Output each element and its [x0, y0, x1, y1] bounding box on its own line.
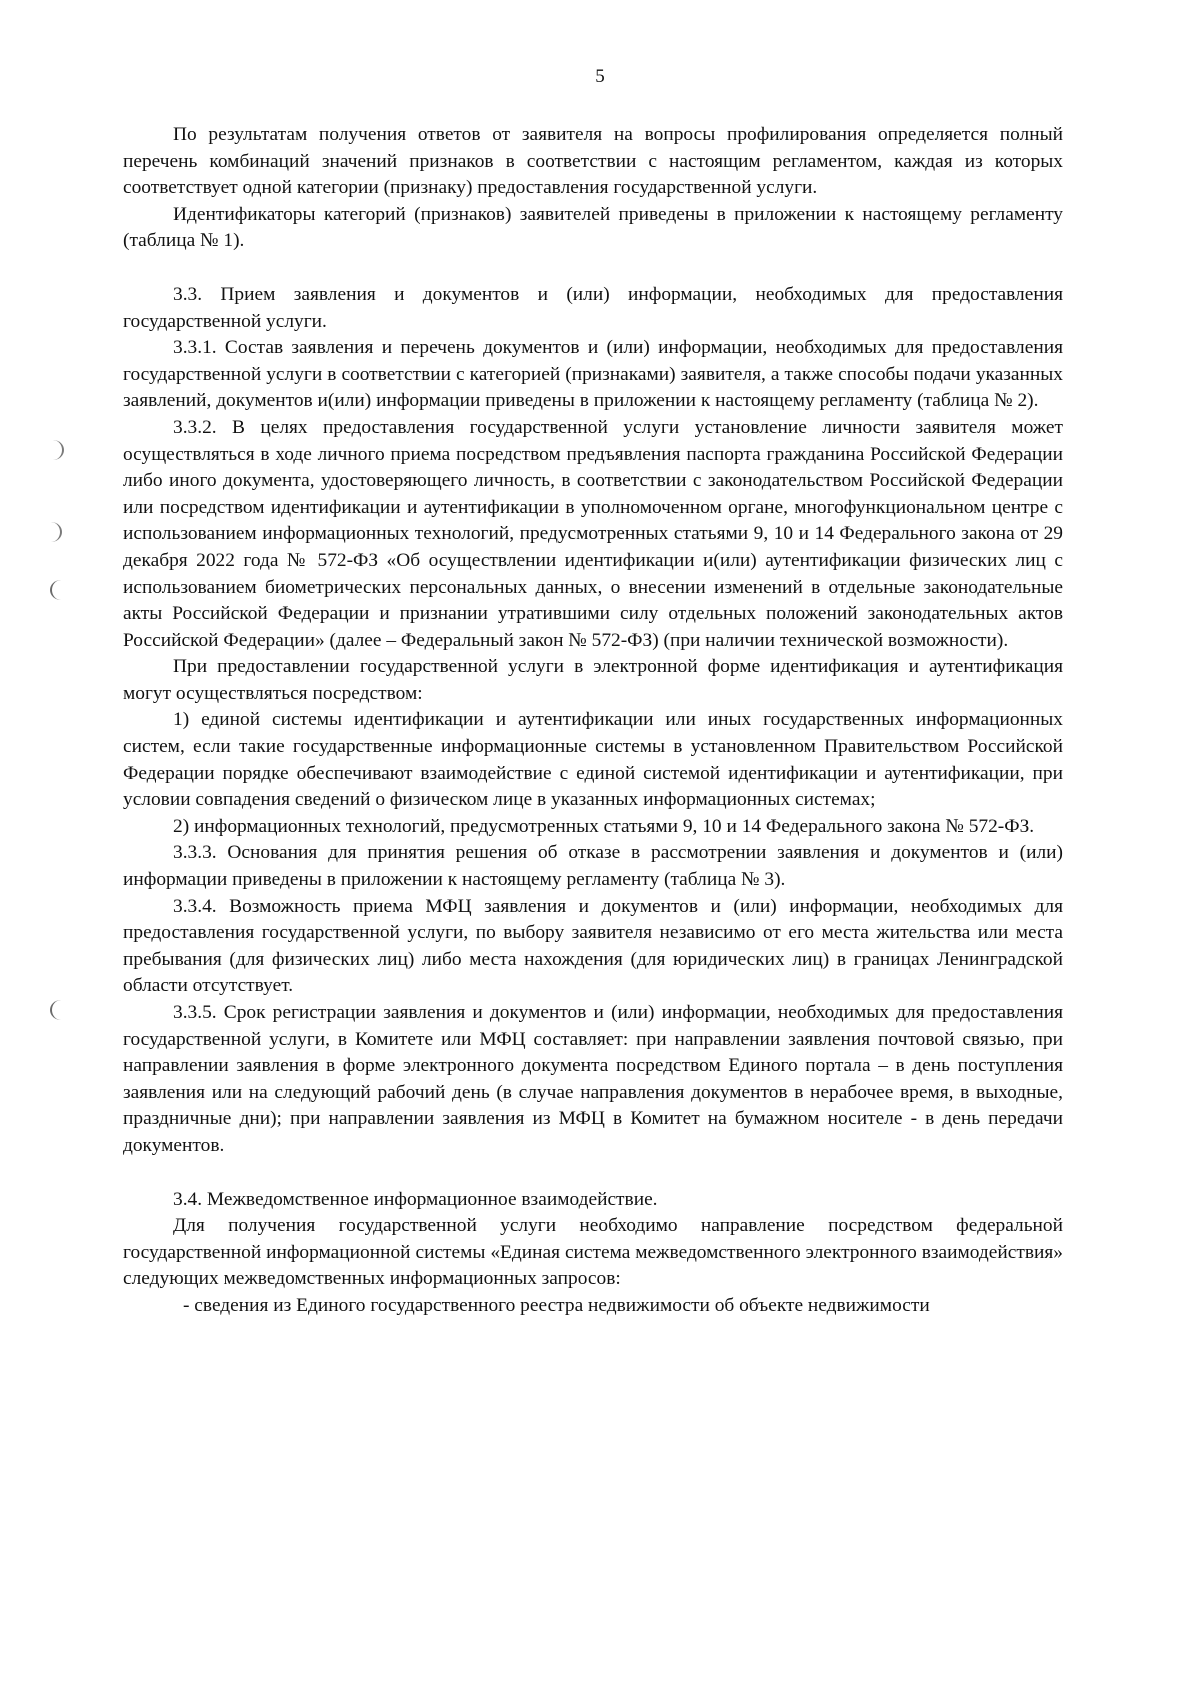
- paragraph-3-3-2: 3.3.2. В целях предоставления государственной услуги установление личности заявителя может осуществляться в ходе личного приема посредством предъявления паспорта гражданина Российской Федерации либо иного документа, удостоверяющего личность, в соответствии с законодательством Российской Федерации или посредством идентификации и аутентификации в уполномоченном органе, многофункциональном центре с использованием информационных технологий, предусмотренных статьями 9, 10 и 14 Федерального закона от 29 декабря 2022 года № 572-ФЗ «Об осуществлении идентификации и(или) аутентификации физических лиц с использованием биометрических персональных данных, о внесении изменений в отдельные законодательные акты Российской Федерации и признании утратившими силу отдельных положений законодательных актов Российской Федерации» (далее – Федеральный закон № 572-ФЗ) (при наличии технической возможности).: [123, 416, 1063, 651]
- list-item-egrn: - сведения из Единого государственного реестра недвижимости об объекте недвижимости: [183, 1294, 930, 1316]
- section-heading-3-3: 3.3. Прием заявления и документов и (или) информации, необходимых для предоставления государственной услуги.: [123, 283, 1063, 332]
- list-item-1: 1) единой системы идентификации и аутентификации или иных государственных информационных систем, если такие государственные информационные системы в установленном Правительством Российской Федерации порядке обеспечивают взаимодействие с единой системой идентификации и аутентификации, при условии совпадения сведений о физическом лице в указанных информационных системах;: [123, 709, 1063, 811]
- scan-hole-mark: [40, 522, 62, 542]
- paragraph-electronic-identification: При предоставлении государственной услуги в электронной форме идентификация и аутентификация могут осуществляться посредством:: [123, 656, 1063, 704]
- section-heading-3-4: 3.4. Межведомственное информационное взаимодействие.: [173, 1188, 658, 1210]
- document-body: [123, 122, 1063, 1320]
- paragraph-category-identifiers: Идентификаторы категорий (признаков) заявителей приведены в приложении к настоящему регламенту (таблица № 1).: [123, 203, 1063, 252]
- page-number: 5: [595, 66, 605, 87]
- paragraph-profiling-result: По результатам получения ответов от заявителя на вопросы профилирования определяется полный перечень комбинаций значений признаков в соответствии с настоящим регламентом, каждая из которых соответствует одной категории (признаку) предоставления государственной услуги.: [123, 124, 1063, 199]
- paragraph-3-3-3: 3.3.3. Основания для принятия решения об отказе в рассмотрении заявления и документов и (или) информации приведены в приложении к настоящему регламенту (таблица № 3).: [123, 842, 1063, 891]
- paragraph-3-3-1: 3.3.1. Состав заявления и перечень документов и (или) информации, необходимых для предоставления государственной услуги в соответствии с категорией (признаками) заявителя, а также способы подачи указанных заявлений, документов и(или) информации приведены в приложении к настоящему регламенту (таблица № 2).: [123, 337, 1063, 412]
- scan-hole-mark: [50, 1000, 72, 1020]
- paragraph-3-3-5: 3.3.5. Срок регистрации заявления и документов и (или) информации, необходимых для предоставления государственной услуги, в Комитете или МФЦ составляет: при направлении заявления почтовой связью, при направлении заявления в форме электронного документа посредством Единого портала – в день поступления заявления или на следующий рабочий день (в случае направления документов в нерабочее время, в выходные, праздничные дни); при направлении заявления из МФЦ в Комитет на бумажном носителе - в день передачи документов.: [123, 1002, 1063, 1156]
- list-item-2: 2) информационных технологий, предусмотренных статьями 9, 10 и 14 Федерального закона № 572-ФЗ.: [173, 815, 1035, 837]
- paragraph-3-3-4: 3.3.4. Возможность приема МФЦ заявления и документов и (или) информации, необходимых для предоставления государственной услуги, по выбору заявителя независимо от его места жительства или места пребывания (для физических лиц) либо места нахождения (для юридических лиц) в границах Ленинградской области отсутствует.: [123, 895, 1063, 997]
- paragraph-interagency-requests: Для получения государственной услуги необходимо направление посредством федеральной государственной информационной системы «Единая система межведомственного электронного взаимодействия» следующих межведомственных информационных запросов:: [123, 1215, 1063, 1290]
- scan-hole-mark: [50, 580, 72, 600]
- scan-hole-mark: [42, 440, 64, 460]
